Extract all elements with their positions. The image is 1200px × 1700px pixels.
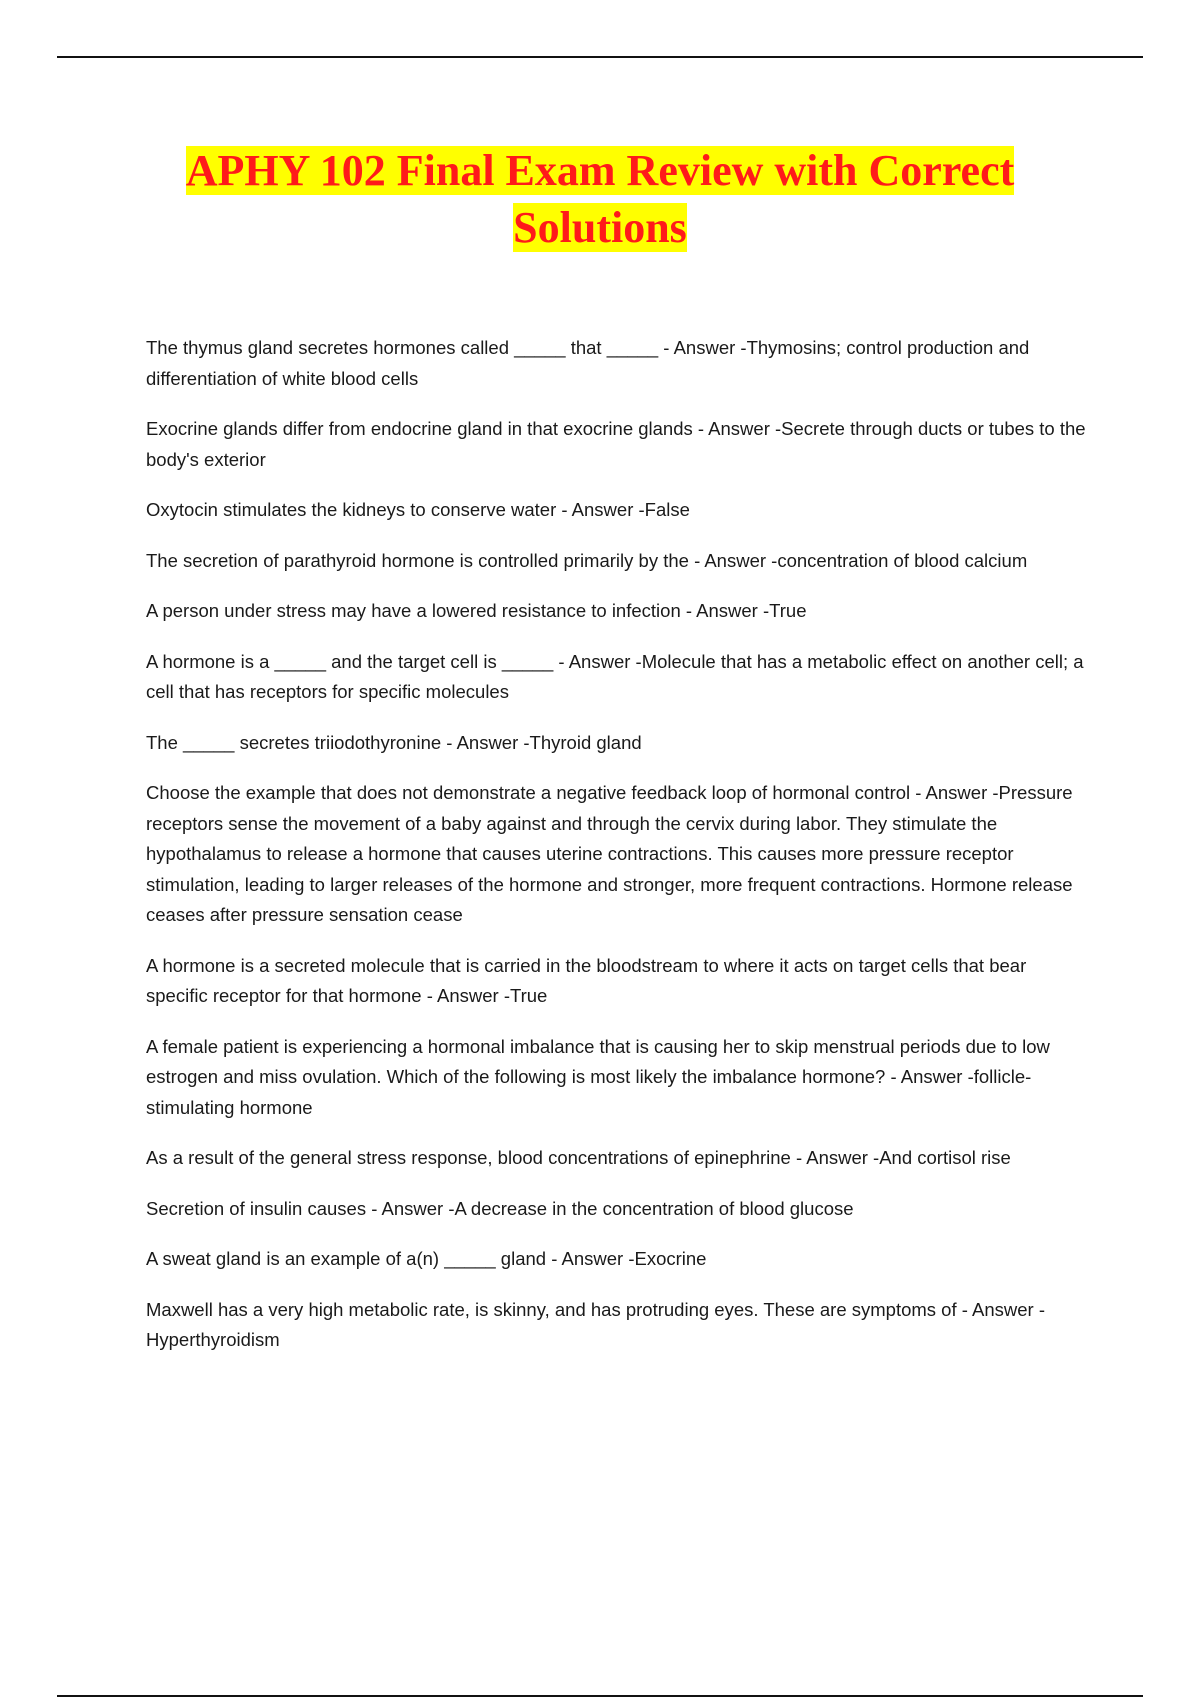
qa-item: The thymus gland secretes hormones called _____ that _____ - Answer -Thymosins; control production and differentiation of white blood cells <box>146 337 1030 389</box>
qa-item: Exocrine glands differ from endocrine gland in that exocrine glands - Answer -Secrete through ducts or tubes to the body's exterior <box>146 418 1086 470</box>
qa-item: A person under stress may have a lowered resistance to infection - Answer -True <box>146 600 807 621</box>
document-title <box>100 142 1100 256</box>
qa-list <box>146 333 1086 1376</box>
qa-item: Choose the example that does not demonstrate a negative feedback loop of hormonal control - Answer -Pressure receptors sense the movement of a baby against and through the cervix during labor. They stimulate the hypothalamus to release a hormone that causes uterine contractions. This causes more pressure receptor stimulation, leading to larger releases of the hormone and stronger, more frequent contractions. Hormone release ceases after pressure sensation cease <box>146 782 1073 925</box>
bottom-divider <box>57 1695 1143 1697</box>
qa-item: The secretion of parathyroid hormone is controlled primarily by the - Answer -concentration of blood calcium <box>146 549 1028 571</box>
qa-item: Secretion of insulin causes - Answer -A decrease in the concentration of blood glucose <box>146 1197 854 1219</box>
qa-item: A hormone is a _____ and the target cell is _____ - Answer -Molecule that has a metabolic effect on another cell; a cell that has receptors for specific molecules <box>146 650 1084 702</box>
qa-item: As a result of the general stress response, blood concentrations of epinephrine - Answer -And cortisol rise <box>146 1147 1011 1168</box>
qa-item: A female patient is experiencing a hormonal imbalance that is causing her to skip menstrual periods due to low estrogen and miss ovulation. Which of the following is most likely the imbalance hormone? - Answer -follicle-stimulating hormone <box>146 1035 1050 1118</box>
qa-item: A hormone is a secreted molecule that is carried in the bloodstream to where it acts on target cells that bear specific receptor for that hormone - Answer -True <box>146 954 1027 1006</box>
qa-item: A sweat gland is an example of a(n) _____ gland - Answer -Exocrine <box>146 1248 707 1269</box>
title-block <box>100 142 1100 256</box>
top-divider <box>57 56 1143 58</box>
qa-item: The _____ secretes triiodothyronine - Answer -Thyroid gland <box>146 731 642 753</box>
qa-item: Oxytocin stimulates the kidneys to conserve water - Answer -False <box>146 499 690 520</box>
title-highlight: APHY 102 Final Exam Review with Correct Solutions <box>185 146 1015 252</box>
qa-item: Maxwell has a very high metabolic rate, is skinny, and has protruding eyes. These are symptoms of - Answer -Hyperthyroidism <box>146 1298 1046 1350</box>
